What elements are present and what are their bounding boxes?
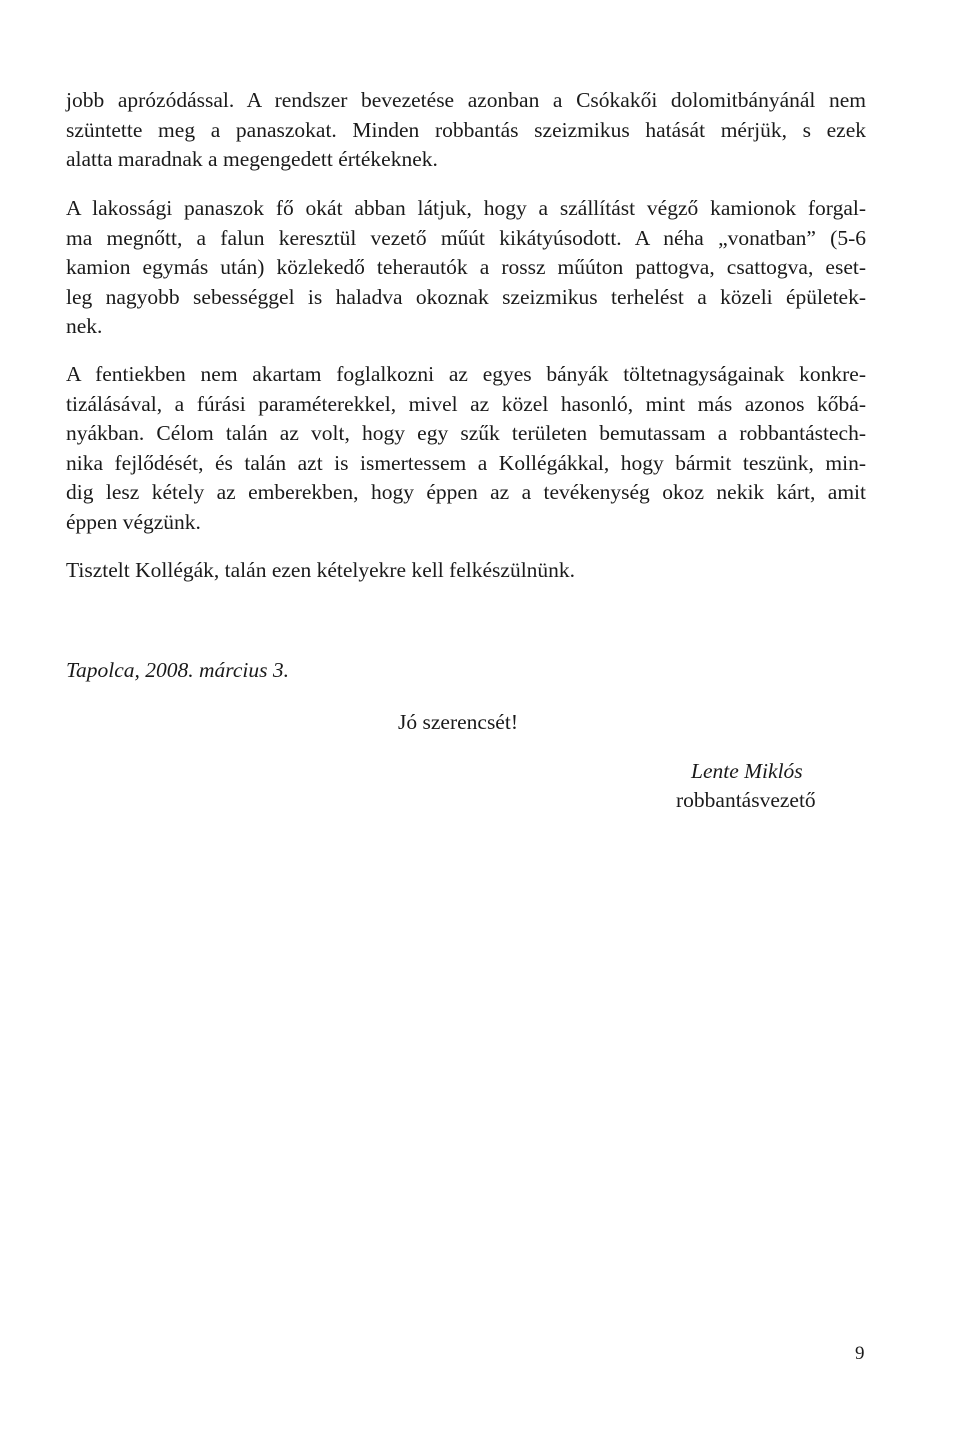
text-line: jobb aprózódással. A rendszer bevezetése azonban a Csókakői dolomitbányánál nem bbox=[66, 88, 866, 112]
text-line: leg nagyobb sebességgel is haladva okoznak szeizmikus terhelést a közeli épületek- bbox=[66, 284, 866, 309]
text-line: alatta maradnak a megengedett értékeknek. bbox=[66, 147, 438, 171]
text-line: ma megnőtt, a falun keresztül vezető műút kikátyúsodott. A néha „vonatban” (5-6 bbox=[66, 225, 866, 250]
signature-name: Lente Miklós bbox=[691, 759, 803, 783]
text-line: A fentiekben nem akartam foglalkozni az egyes bányák töltetnagyságainak konkre- bbox=[66, 362, 866, 386]
body-paragraph bbox=[66, 556, 866, 586]
text-line: A lakossági panaszok fő okát abban látjuk, hogy a szállítást végző kamionok forgal- bbox=[66, 196, 866, 220]
text-line: nek. bbox=[66, 314, 103, 338]
signature-title: robbantásvezető bbox=[676, 788, 816, 812]
text-line: nyákban. Célom talán az volt, hogy egy szűk területen bemutassam a robbantástech- bbox=[66, 421, 866, 445]
text-line: nika fejlődését, és talán azt is ismertessem a Kollégákkal, hogy bármit teszünk, min- bbox=[66, 450, 866, 475]
place-and-date: Tapolca, 2008. március 3. bbox=[66, 658, 289, 682]
page-number: 9 bbox=[855, 1343, 865, 1364]
text-line: éppen végzünk. bbox=[66, 509, 201, 534]
body-paragraph bbox=[66, 360, 866, 537]
body-paragraph bbox=[66, 194, 866, 342]
text-line: szüntette meg a panaszokat. Minden robbantás szeizmikus hatását mérjük, s ezek bbox=[66, 117, 866, 142]
text-line: Tisztelt Kollégák, talán ezen kételyekre kell felkészülnünk. bbox=[66, 558, 576, 582]
text-line: kamion egymás után) közlekedő teherautók a rossz műúton pattogva, csattogva, eset- bbox=[66, 255, 866, 279]
body-paragraph bbox=[66, 86, 866, 175]
text-line: tizálásával, a fúrási paraméterekkel, mivel az közel hasonló, mint más azonos kőbá- bbox=[66, 391, 866, 416]
closing-greeting: Jó szerencsét! bbox=[398, 710, 518, 734]
text-line: dig lesz kétely az emberekben, hogy éppen az a tevékenység okoz nekik kárt, amit bbox=[66, 480, 866, 504]
